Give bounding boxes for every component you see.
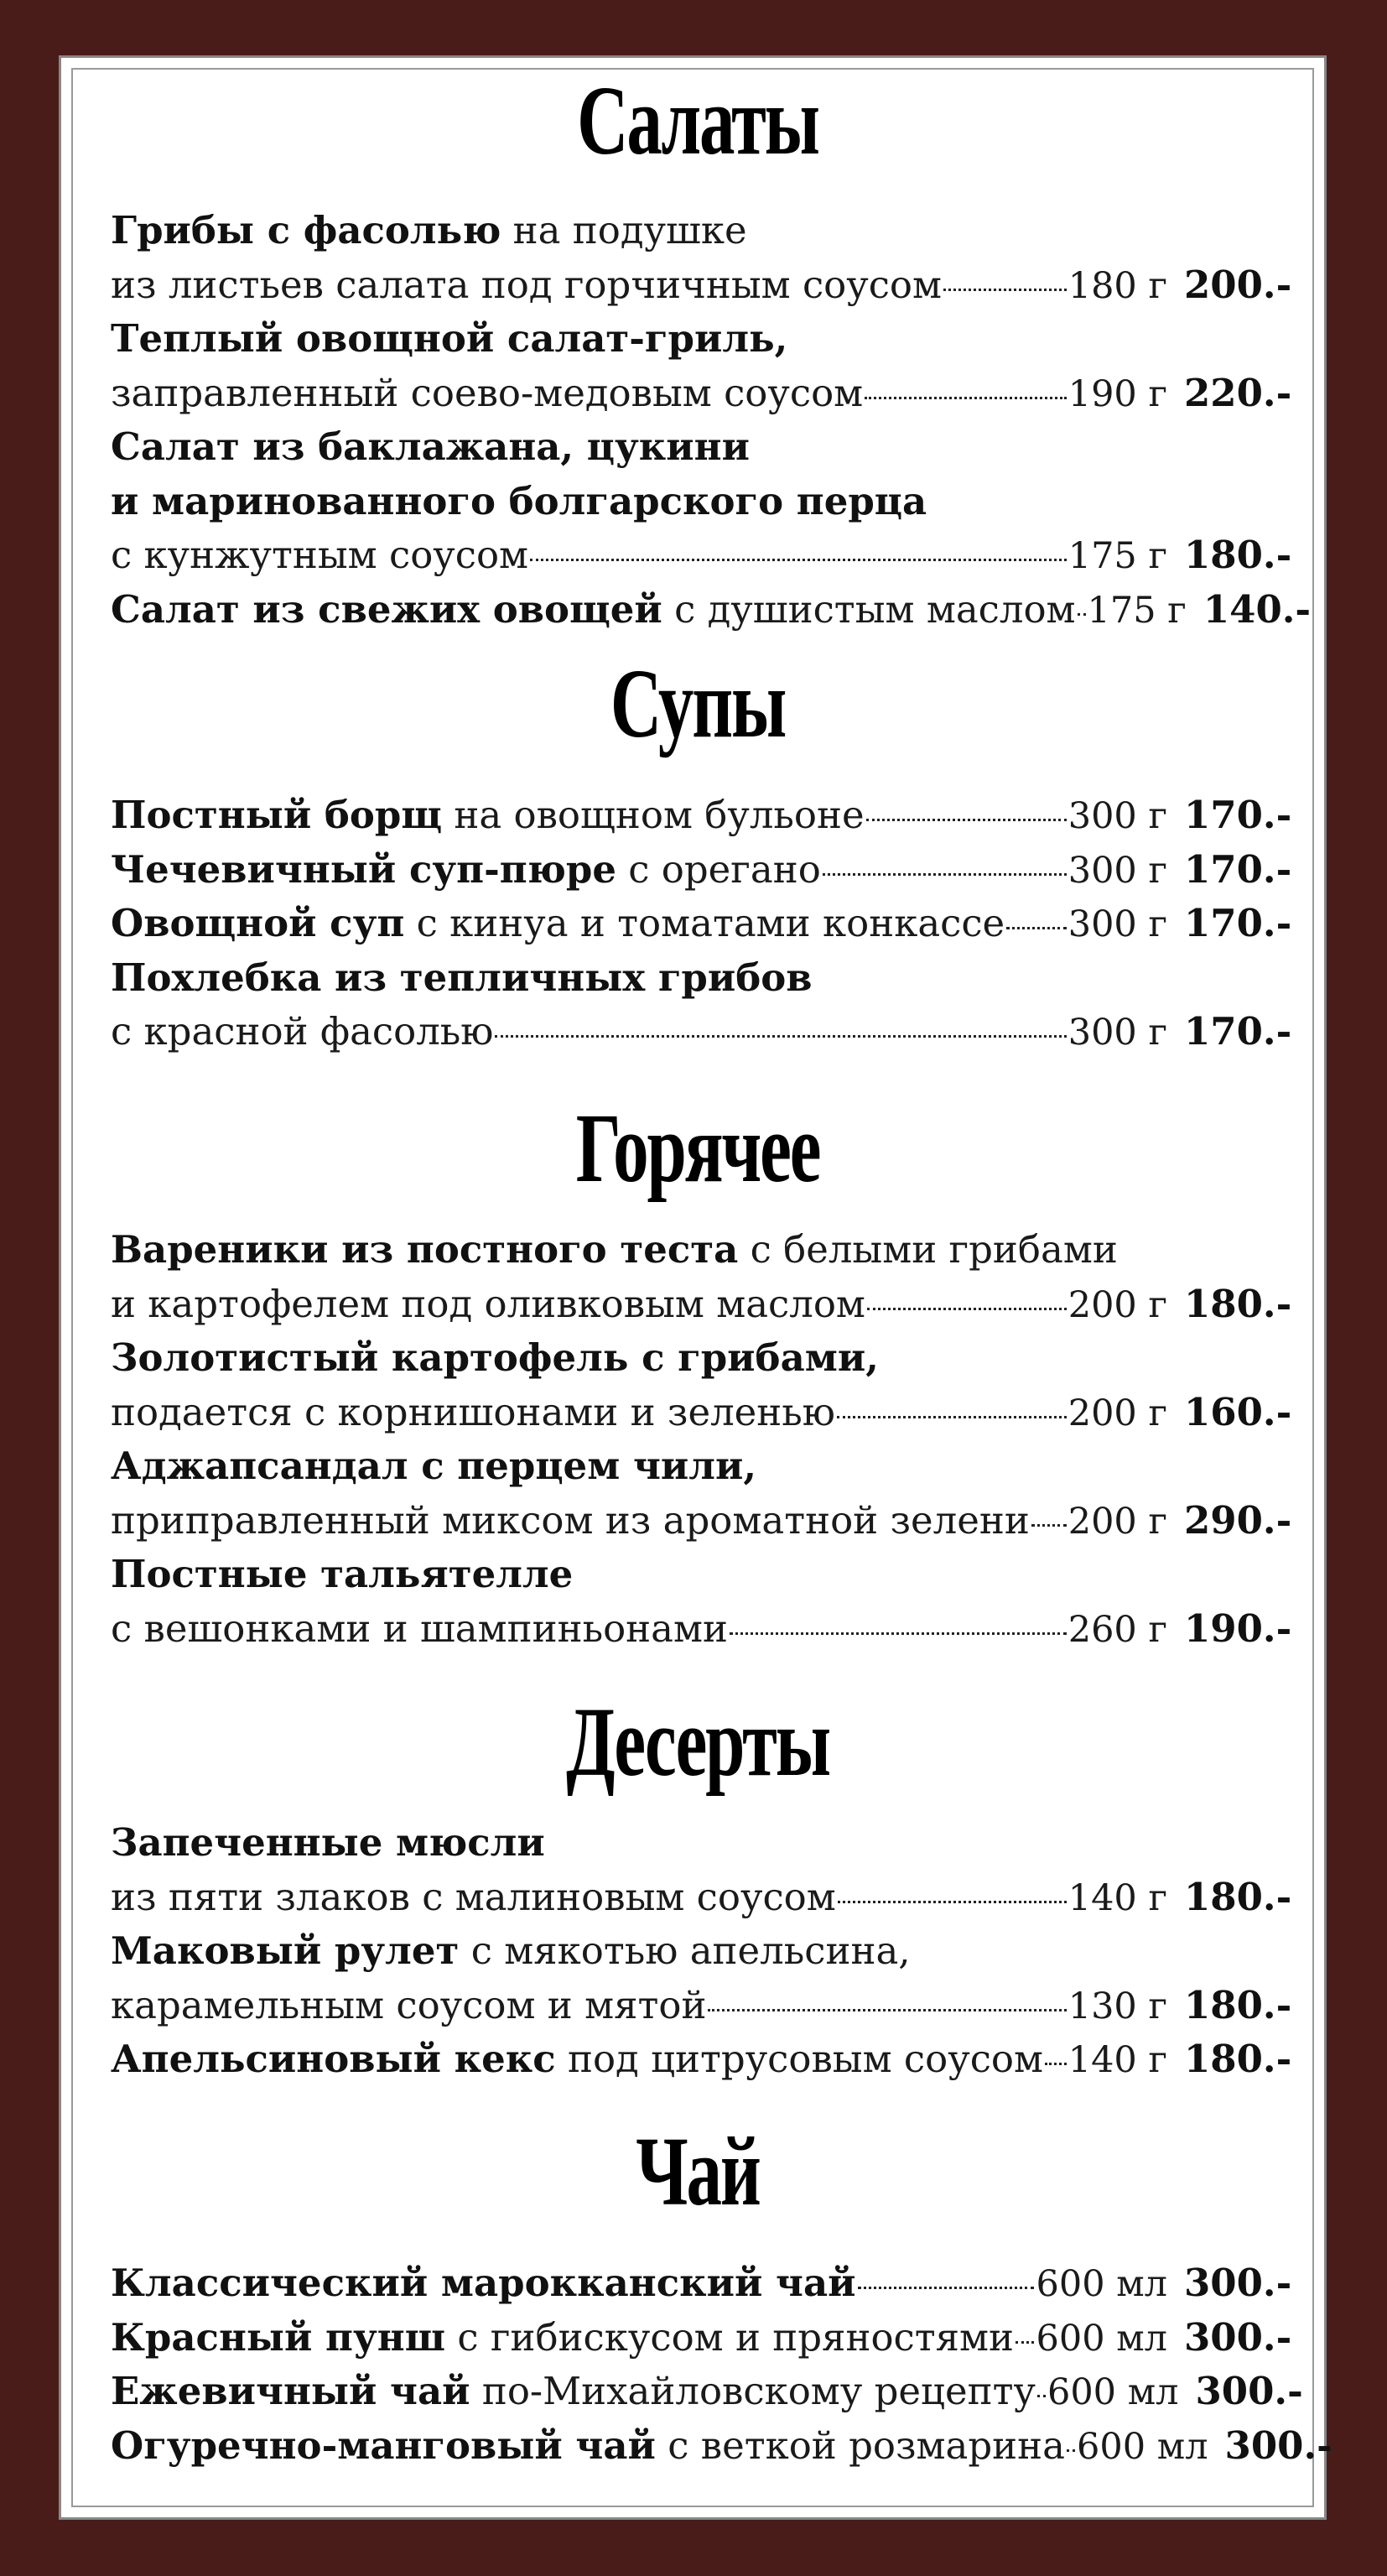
item-name: Салат из баклажана, цукини [111, 424, 750, 469]
item-weight: 175 г [1068, 535, 1167, 577]
item-price: 140.- [1203, 586, 1312, 632]
menu-item-line [111, 1389, 1292, 1444]
item-weight: 190 г [1068, 372, 1167, 415]
item-weight: 180 г [1068, 264, 1167, 307]
item-name: Теплый овощной салат-гриль, [111, 316, 788, 361]
menu-item-line [111, 1009, 1292, 1064]
item-weight: 260 г [1068, 1608, 1167, 1651]
dot-leader [1037, 2395, 1046, 2397]
menu-item-line [111, 2314, 1292, 2370]
item-weight: 200 г [1068, 1283, 1167, 1326]
item-description: под цитрусовым соусом [555, 2037, 1044, 2081]
item-weight: 140 г [1068, 2039, 1167, 2081]
dot-leader [1016, 2341, 1034, 2344]
menu-item-line [111, 1928, 1285, 1983]
item-title [111, 424, 750, 469]
menu-item-line [111, 955, 1285, 1010]
menu-item-line [111, 846, 1292, 902]
menu-item-line [111, 262, 1292, 317]
section-title: Чай [636, 2116, 760, 2226]
item-description: заправленный соево-медовым соусом [111, 370, 864, 415]
item-title [111, 847, 821, 892]
item-price: 180.- [1184, 1281, 1292, 1326]
dot-leader [1031, 1524, 1067, 1527]
section-items [111, 1820, 1292, 2091]
menu-section [111, 1093, 1285, 1225]
dot-leader [530, 559, 1067, 561]
item-name: Похлебка из тепличных грибов [111, 955, 813, 1000]
item-price: 170.- [1184, 1009, 1292, 1054]
item-description: с мякотью апельсина, [459, 1928, 911, 1973]
dot-leader [1067, 2449, 1075, 2452]
section-items [111, 2261, 1332, 2477]
item-name: Грибы с фасолью [111, 208, 501, 252]
menu-item-line [111, 479, 1285, 533]
item-description: с орегано [616, 846, 821, 892]
item-name: Апельсиновый кекс [111, 2037, 556, 2081]
menu-item-line [111, 1820, 1285, 1875]
menu-section [111, 2116, 1285, 2248]
dot-leader [1078, 613, 1086, 616]
menu-item-line [111, 2422, 1332, 2478]
menu-item-line [111, 208, 1285, 263]
item-description: с вешонками и шампиньонами [111, 1605, 728, 1651]
item-name: Золотистый картофель с грибами, [111, 1335, 879, 1380]
item-name: Огуречно-манговый чай [111, 2422, 656, 2468]
menu-item-line [111, 2037, 1292, 2091]
item-title [111, 479, 927, 523]
item-weight: 600 мл [1036, 2263, 1167, 2305]
section-title: Горячее [575, 1093, 820, 1203]
dot-leader [866, 819, 1067, 821]
item-name: Аджапсандал с перцем чили, [111, 1444, 757, 1488]
menu-item-line [111, 1227, 1285, 1282]
menu-item-line [111, 1982, 1292, 2037]
item-name: Овощной суп [111, 901, 405, 945]
item-title [111, 793, 865, 837]
item-title [111, 316, 787, 361]
item-name: Вареники из постного теста [111, 1227, 739, 1272]
menu-item-line [111, 586, 1312, 642]
item-name: Салат из свежих овощей [111, 586, 662, 632]
item-price: 300.- [1195, 2369, 1303, 2413]
dot-leader [1045, 2063, 1067, 2065]
item-title [111, 208, 747, 252]
item-weight: 600 мл [1077, 2425, 1208, 2468]
item-description: карамельным соусом и мятой [111, 1982, 707, 2027]
menu-item-line [111, 793, 1292, 847]
item-description: с гибискусом и пряностями [445, 2314, 1015, 2360]
dot-leader [943, 289, 1067, 291]
item-description: с веткой розмарина [655, 2422, 1066, 2468]
item-title [111, 587, 1076, 632]
menu-item-line [111, 1605, 1292, 1661]
item-price: 300.- [1184, 2314, 1292, 2360]
item-title [111, 1552, 573, 1596]
menu-item-line [111, 316, 1285, 371]
item-price: 190.- [1184, 1605, 1292, 1651]
menu-item-line [111, 901, 1292, 955]
section-items [111, 1227, 1292, 1660]
item-price: 170.- [1184, 901, 1292, 945]
item-weight: 200 г [1068, 1392, 1167, 1434]
item-name: Классический марокканский чай [111, 2261, 856, 2305]
section-title: Салаты [577, 65, 818, 175]
item-price: 300.- [1224, 2422, 1332, 2468]
item-title [111, 2423, 1065, 2468]
section-title: Супы [610, 648, 786, 758]
dot-leader [730, 1632, 1067, 1635]
menu-item-line [111, 370, 1292, 425]
dot-leader [823, 873, 1067, 876]
item-weight: 130 г [1068, 1985, 1167, 2027]
item-name: Запеченные мюсли [111, 1820, 545, 1865]
item-title [111, 2315, 1014, 2360]
item-description: с душистым маслом [662, 586, 1076, 632]
item-name: Маковый рулет [111, 1928, 460, 1973]
item-price: 170.- [1184, 846, 1292, 892]
item-price: 290.- [1184, 1497, 1292, 1543]
item-title [111, 1444, 756, 1488]
menu-section [111, 1687, 1285, 1819]
item-title [111, 955, 813, 1000]
item-weight: 175 г [1087, 589, 1187, 632]
menu-item-line [111, 424, 1285, 479]
item-name: Постные тальятелле [111, 1552, 574, 1596]
menu-item-line [111, 2261, 1292, 2315]
item-price: 160.- [1184, 1389, 1292, 1434]
menu-item-line [111, 1497, 1292, 1553]
item-title [111, 1820, 545, 1865]
item-weight: 140 г [1068, 1876, 1167, 1919]
item-price: 180.- [1184, 1982, 1292, 2027]
menu-section [111, 65, 1285, 197]
item-price: 180.- [1184, 2037, 1292, 2081]
item-description: по-Михайловскому рецепту [470, 2369, 1036, 2413]
menu-item-line [111, 2369, 1303, 2423]
item-description: с красной фасолью [111, 1009, 494, 1054]
item-weight: 600 мл [1047, 2371, 1179, 2413]
item-weight: 300 г [1068, 795, 1167, 837]
menu-item-line [111, 1444, 1285, 1498]
item-weight: 200 г [1068, 1500, 1167, 1543]
section-items [111, 793, 1292, 1064]
section-items [111, 208, 1312, 641]
item-description: на подушке [501, 208, 747, 252]
item-price: 180.- [1184, 533, 1292, 577]
item-price: 170.- [1184, 793, 1292, 837]
item-description: с кунжутным соусом [111, 533, 529, 577]
menu-item-line [111, 1281, 1292, 1336]
item-title [111, 901, 1005, 945]
item-price: 180.- [1184, 1874, 1292, 1919]
menu-item-line [111, 533, 1292, 587]
item-title [111, 2037, 1043, 2081]
item-name: Постный борщ [111, 793, 443, 837]
item-weight: 300 г [1068, 849, 1167, 892]
item-description: из листьев салата под горчичным соусом [111, 262, 943, 307]
item-description: из пяти злаков с малиновым соусом [111, 1874, 836, 1919]
item-title [111, 1335, 879, 1380]
menu-item-line [111, 1552, 1285, 1606]
item-description: приправленный миксом из ароматной зелени [111, 1497, 1030, 1543]
dot-leader [858, 2287, 1035, 2289]
section-title: Десерты [566, 1687, 829, 1797]
item-description: с белыми грибами [738, 1227, 1118, 1272]
item-title [111, 1928, 911, 1973]
dot-leader [867, 1308, 1067, 1310]
item-description: и картофелем под оливковым маслом [111, 1281, 865, 1326]
dot-leader [865, 397, 1067, 399]
dot-leader [495, 1035, 1066, 1038]
menu-section [111, 648, 1285, 780]
dot-leader [837, 1416, 1067, 1418]
item-description: на овощном бульоне [442, 793, 865, 837]
item-weight: 600 мл [1036, 2317, 1167, 2360]
item-description: с кинуа и томатами конкассе [404, 901, 1005, 945]
item-title [111, 2261, 856, 2305]
dot-leader [708, 2009, 1066, 2011]
item-weight: 300 г [1068, 1012, 1167, 1054]
item-price: 200.- [1184, 262, 1292, 307]
item-name: Чечевичный суп-пюре [111, 846, 616, 892]
item-name: Ежевичный чай [111, 2369, 470, 2413]
item-title [111, 1227, 1118, 1272]
menu-item-line [111, 1335, 1285, 1390]
item-name: Красный пунш [111, 2314, 446, 2360]
item-description: подается с корнишонами и зеленью [111, 1389, 835, 1434]
item-name-cont: и маринованного болгарского перца [111, 478, 927, 523]
item-price: 220.- [1184, 370, 1292, 415]
dot-leader [838, 1901, 1067, 1903]
item-title [111, 2369, 1036, 2413]
menu-item-line [111, 1874, 1292, 1929]
dot-leader [1006, 927, 1067, 929]
item-price: 300.- [1184, 2261, 1292, 2305]
item-weight: 300 г [1068, 903, 1167, 945]
